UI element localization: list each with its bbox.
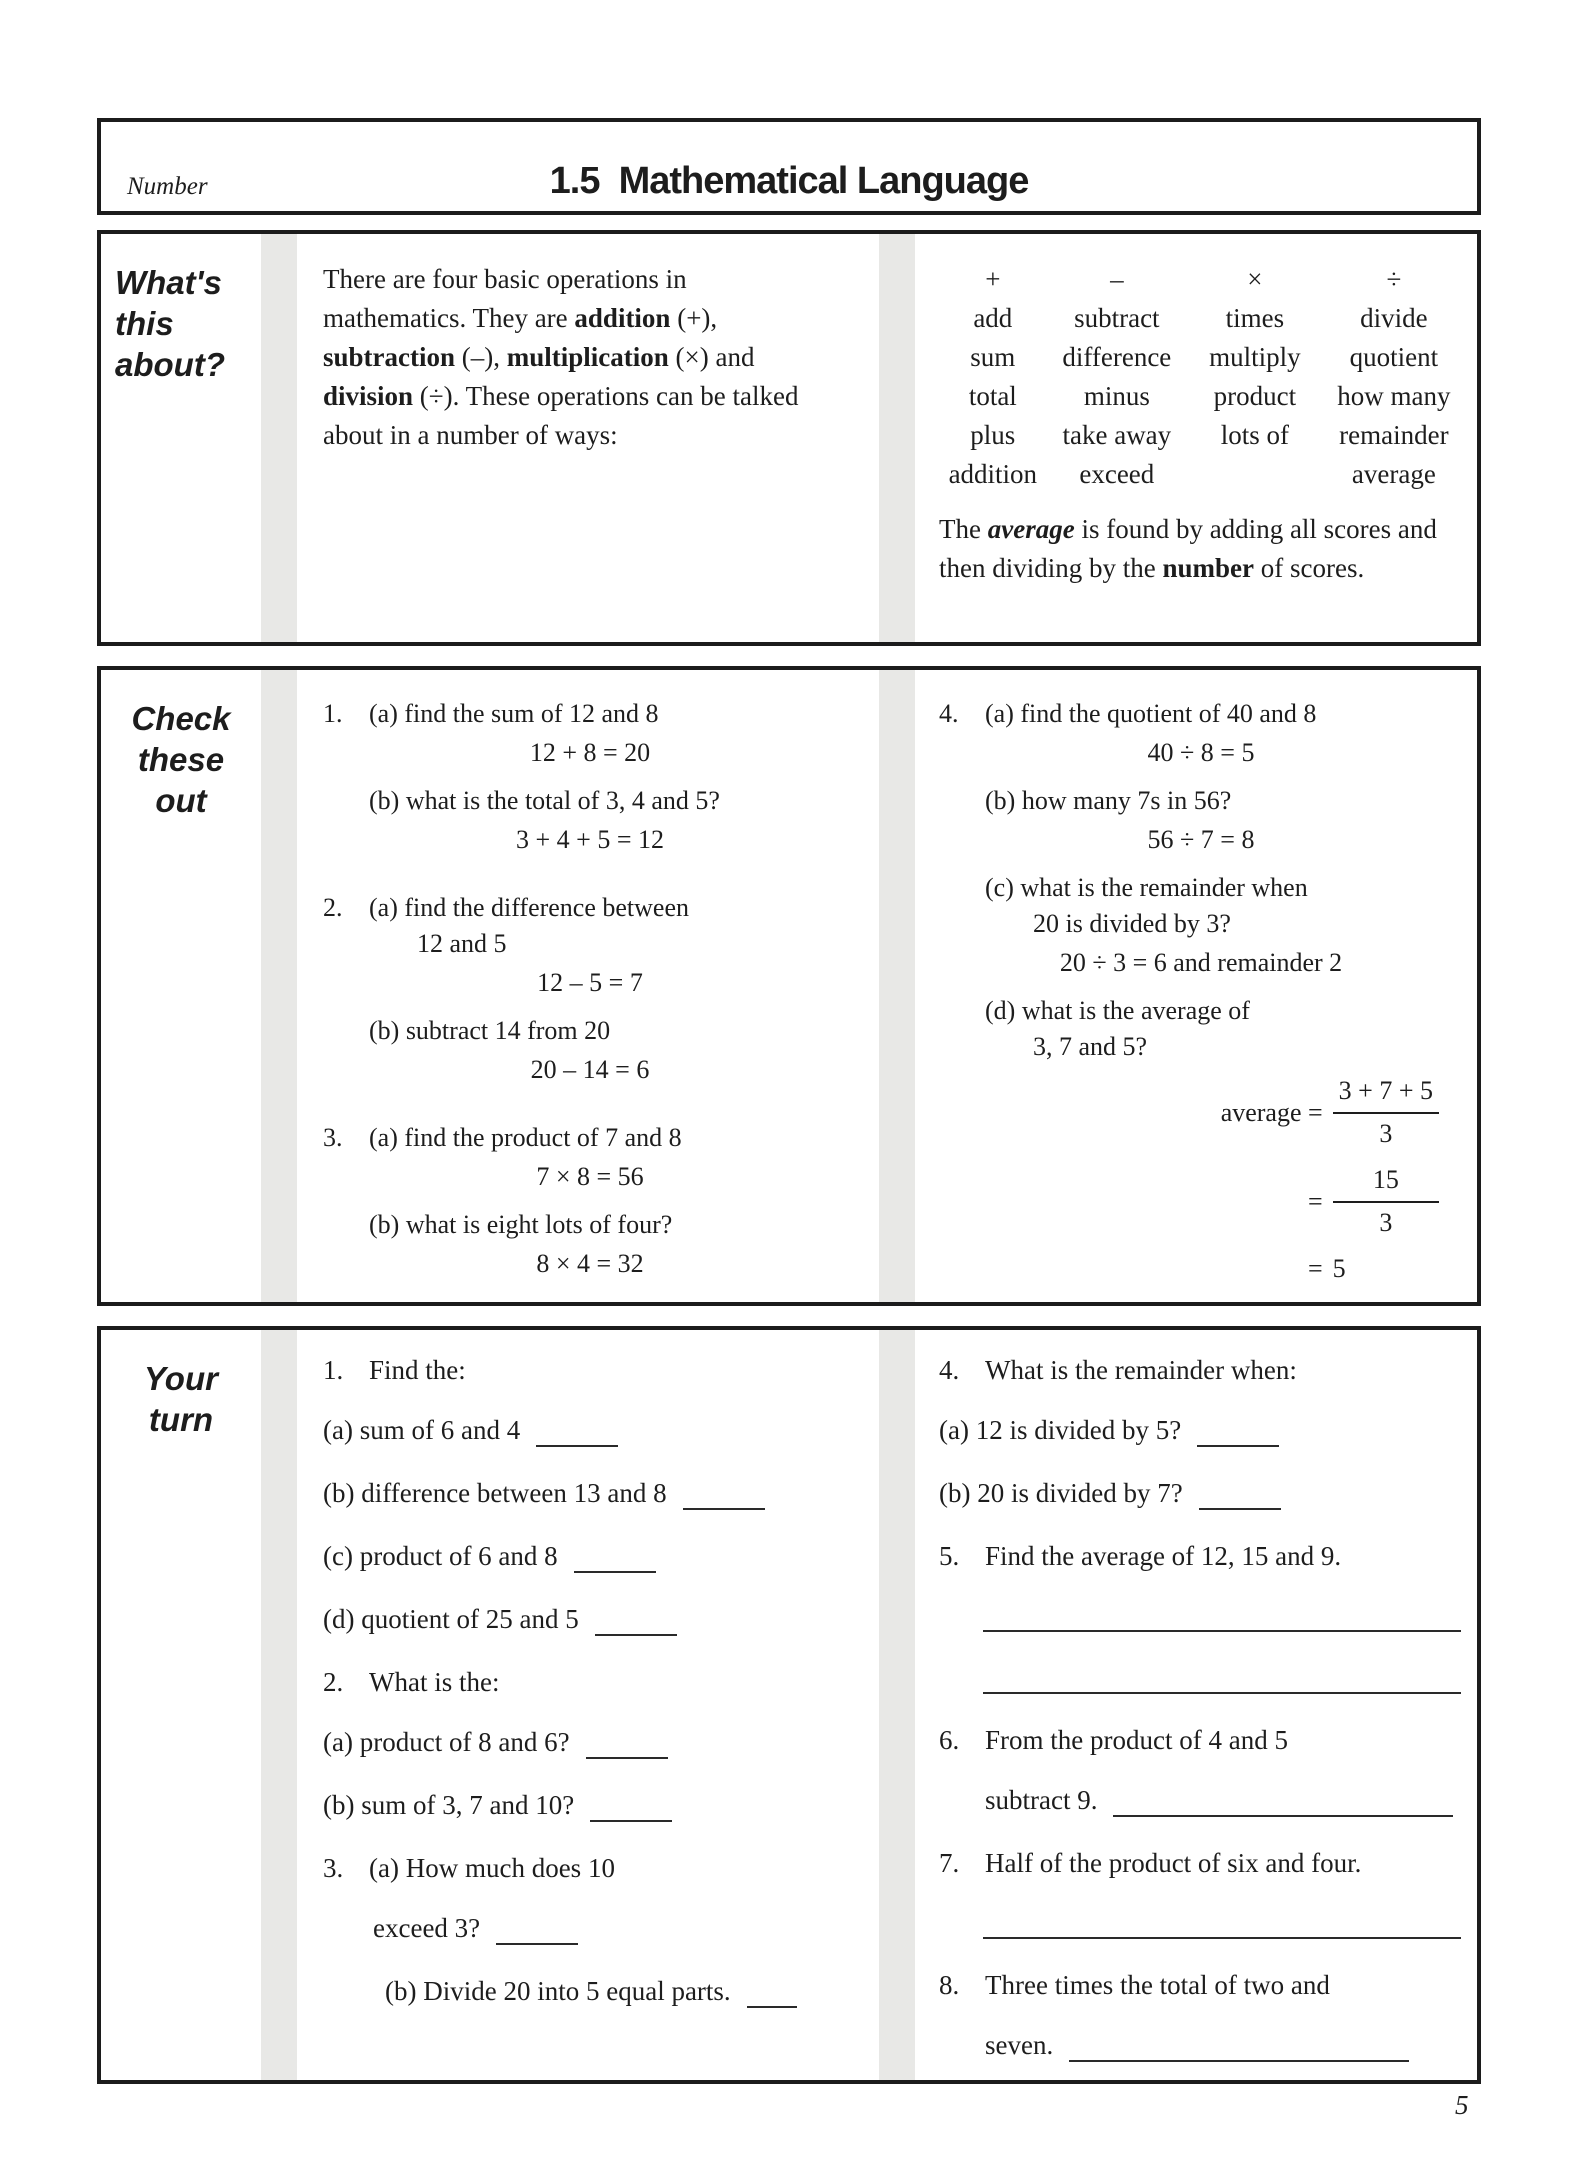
label-line: Your xyxy=(144,1360,218,1397)
exercise-line xyxy=(939,1356,1467,1384)
section-label-your-turn xyxy=(101,1330,261,2080)
divider-strip xyxy=(879,670,915,1302)
section-your-turn xyxy=(97,1326,1481,2084)
answer-blank xyxy=(683,1480,765,1510)
table-cell: divide xyxy=(1360,303,1428,333)
fraction xyxy=(1333,1162,1439,1241)
exercise-text: (a) How much does 10 xyxy=(369,1853,615,1883)
intro-text: (÷). These operations can be talked about in a number of ways: xyxy=(323,381,799,450)
question-line: (a) find the product of 7 and 8 xyxy=(369,1123,682,1152)
item-number: 2. xyxy=(323,893,343,922)
operation-words-table xyxy=(941,260,1467,494)
exercise-line xyxy=(939,1416,1467,1447)
question-line: (b) subtract 14 from 20 xyxy=(369,1016,611,1045)
equation: 12 + 8 = 20 xyxy=(529,738,651,767)
table-cell: subtract xyxy=(1074,303,1160,333)
divider-strip xyxy=(261,670,297,1302)
answer-blank xyxy=(536,1417,618,1447)
exercise-line xyxy=(939,1479,1467,1510)
equation: 20 – 14 = 6 xyxy=(530,1055,650,1084)
answer-blank xyxy=(1069,2032,1409,2062)
question-line: (a) find the quotient of 40 and 8 xyxy=(985,699,1317,728)
question-line-continued: 20 is divided by 3? xyxy=(1033,909,1231,938)
exercise-line xyxy=(323,1854,861,1882)
exercise-text: (a) product of 8 and 6? xyxy=(323,1727,570,1757)
table-cell: times xyxy=(1225,303,1285,333)
page-number: 5 xyxy=(1455,2090,1469,2120)
question-line-continued: 12 and 5 xyxy=(417,929,507,958)
exercise-line xyxy=(323,1416,861,1447)
item-number: 1. xyxy=(323,1355,344,1385)
exercise-text: Find the average of 12, 15 and 9. xyxy=(985,1541,1342,1571)
equation-result: 5 xyxy=(1332,1254,1346,1283)
equation: 40 ÷ 8 = 5 xyxy=(1147,738,1255,767)
label-line: turn xyxy=(148,1401,214,1438)
section-label-whats-this-about xyxy=(101,234,261,642)
answer-blank xyxy=(1113,1787,1453,1817)
equation: 7 × 8 = 56 xyxy=(536,1162,644,1191)
keyword-addition: addition xyxy=(574,303,671,333)
table-cell: difference xyxy=(1062,342,1172,372)
page-title: 1.5 Mathematical Language xyxy=(549,160,1029,202)
about-words-column xyxy=(915,234,1477,642)
times-symbol: × xyxy=(1247,264,1263,294)
table-cell: average xyxy=(1351,459,1436,489)
page-header xyxy=(97,118,1481,215)
intro-text: (+), xyxy=(670,303,718,333)
item-body xyxy=(985,696,1467,1287)
fraction-numerator: 15 xyxy=(1333,1162,1439,1203)
item-body xyxy=(369,890,861,1100)
equation-lhs: = xyxy=(1308,1186,1323,1216)
question-line: (a) find the difference between xyxy=(369,893,690,922)
table-cell: minus xyxy=(1083,381,1150,411)
table-cell: exceed xyxy=(1079,459,1155,489)
question-line-continued: 3, 7 and 5? xyxy=(1033,1032,1148,1061)
table-row xyxy=(941,416,1467,455)
question-line: (d) what is the average of xyxy=(985,996,1250,1025)
exercise-line xyxy=(939,1542,1467,1570)
exercise-line xyxy=(939,1726,1467,1754)
item-number: 8. xyxy=(939,1970,960,2000)
table-cell: add xyxy=(973,303,1013,333)
exercise-text: (a) sum of 6 and 4 xyxy=(323,1415,521,1445)
table-cell: total xyxy=(968,381,1017,411)
worked-example-4 xyxy=(939,696,1467,1287)
exercise-line xyxy=(323,1728,861,1759)
worked-example-1 xyxy=(323,696,861,870)
exercise-text: (a) 12 is divided by 5? xyxy=(939,1415,1182,1445)
item-number: 5. xyxy=(939,1541,960,1571)
your-turn-left-column xyxy=(297,1330,879,2080)
exercise-text: (b) Divide 20 into 5 equal parts. xyxy=(385,1976,731,2006)
table-row xyxy=(941,299,1467,338)
answer-blank xyxy=(747,1978,797,2008)
item-body xyxy=(369,1120,861,1294)
check-right-column xyxy=(915,670,1477,1302)
worked-example-2 xyxy=(323,890,861,1100)
keyword-multiplication: multiplication xyxy=(506,342,669,372)
equation: 56 ÷ 7 = 8 xyxy=(1147,825,1255,854)
divider-strip xyxy=(879,1330,915,2080)
table-cell: lots of xyxy=(1220,420,1290,450)
item-number: 7. xyxy=(939,1848,960,1878)
average-equation xyxy=(985,1073,1439,1287)
category-label: Number xyxy=(127,173,208,200)
equation: 3 + 4 + 5 = 12 xyxy=(516,825,664,854)
item-number: 3. xyxy=(323,1123,343,1152)
equation-lhs: average = xyxy=(1220,1097,1323,1127)
equation: 12 – 5 = 7 xyxy=(537,968,643,997)
answer-blank xyxy=(595,1606,677,1636)
section-whats-this-about xyxy=(97,230,1481,646)
equation: 20 ÷ 3 = 6 and remainder 2 xyxy=(1059,948,1343,977)
question-line: (b) what is eight lots of four? xyxy=(369,1210,673,1239)
fraction xyxy=(1333,1073,1439,1152)
answer-blank xyxy=(590,1792,672,1822)
answer-line xyxy=(983,1909,1461,1939)
exercise-text: (d) quotient of 25 and 5 xyxy=(323,1604,579,1634)
label-line: about? xyxy=(115,346,225,383)
exercise-text: What is the remainder when: xyxy=(985,1355,1297,1385)
table-cell: multiply xyxy=(1209,342,1301,372)
answer-blank xyxy=(496,1915,578,1945)
question-line: (c) what is the remainder when xyxy=(985,873,1308,902)
exercise-line xyxy=(323,1479,861,1510)
question-line: (b) how many 7s in 56? xyxy=(985,786,1232,815)
exercise-line xyxy=(323,1356,861,1384)
label-line: What's xyxy=(115,264,222,301)
answer-blank xyxy=(1197,1417,1279,1447)
divider-strip xyxy=(261,1330,297,2080)
check-left-column xyxy=(297,670,879,1302)
divide-symbol: ÷ xyxy=(1386,264,1402,294)
exercise-text: exceed 3? xyxy=(373,1913,481,1943)
intro-text: There are four basic operations in mathematics. They are xyxy=(323,264,687,333)
keyword-number: number xyxy=(1162,553,1254,583)
item-number: 3. xyxy=(323,1853,344,1883)
average-note xyxy=(939,510,1439,588)
exercise-text: What is the: xyxy=(369,1667,500,1697)
answer-line xyxy=(983,1602,1461,1632)
table-cell xyxy=(1189,455,1321,494)
table-cell: take away xyxy=(1062,420,1172,450)
table-row xyxy=(941,377,1467,416)
equation-lhs: = xyxy=(1308,1254,1323,1283)
label-line: Check xyxy=(131,700,231,737)
exercise-text: From the product of 4 and 5 xyxy=(985,1725,1288,1755)
table-cell: remainder xyxy=(1339,420,1449,450)
table-cell: sum xyxy=(970,342,1016,372)
intro-paragraph xyxy=(323,260,815,455)
exercise-text: (b) sum of 3, 7 and 10? xyxy=(323,1790,575,1820)
answer-line xyxy=(983,1664,1461,1694)
exercise-line xyxy=(323,1914,861,1945)
exercise-line xyxy=(939,1849,1467,1877)
exercise-line xyxy=(323,1542,861,1573)
table-cell: product xyxy=(1213,381,1297,411)
question-line: (b) what is the total of 3, 4 and 5? xyxy=(369,786,720,815)
item-number: 2. xyxy=(323,1667,344,1697)
note-text: of scores. xyxy=(1254,553,1365,583)
exercise-text: Find the: xyxy=(369,1355,466,1385)
exercise-text: (c) product of 6 and 8 xyxy=(323,1541,558,1571)
your-turn-right-column xyxy=(915,1330,1477,2080)
table-cell: quotient xyxy=(1349,342,1439,372)
question-line: (a) find the sum of 12 and 8 xyxy=(369,699,659,728)
divider-strip xyxy=(261,234,297,642)
exercise-line xyxy=(323,1668,861,1696)
exercise-text: Half of the product of six and four. xyxy=(985,1848,1362,1878)
answer-blank xyxy=(586,1729,668,1759)
intro-text: (×) and xyxy=(668,342,755,372)
table-cell: addition xyxy=(948,459,1038,489)
item-number: 4. xyxy=(939,699,959,728)
equation: 8 × 4 = 32 xyxy=(536,1249,644,1278)
section-label-check-these-out xyxy=(101,670,261,1302)
table-row xyxy=(941,338,1467,377)
exercise-text: subtract 9. xyxy=(985,1785,1098,1815)
fraction-denominator: 3 xyxy=(1379,1119,1393,1148)
keyword-division: division xyxy=(323,381,414,411)
exercise-line xyxy=(323,1977,861,2008)
intro-text: (–), xyxy=(455,342,507,372)
answer-blank xyxy=(574,1543,656,1573)
table-cell: how many xyxy=(1337,381,1451,411)
label-line: this xyxy=(115,305,174,342)
table-cell: plus xyxy=(970,420,1016,450)
label-line: out xyxy=(155,782,207,819)
exercise-text: (b) 20 is divided by 7? xyxy=(939,1478,1183,1508)
answer-blank xyxy=(1199,1480,1281,1510)
exercise-line xyxy=(323,1791,861,1822)
worksheet-sheet xyxy=(97,118,1481,2104)
keyword-average: average xyxy=(987,514,1075,544)
exercise-text: (b) difference between 13 and 8 xyxy=(323,1478,667,1508)
fraction-denominator: 3 xyxy=(1379,1208,1393,1237)
table-row-symbols xyxy=(941,260,1467,299)
exercise-line xyxy=(939,1971,1467,1999)
divider-strip xyxy=(879,234,915,642)
item-number: 1. xyxy=(323,699,343,728)
keyword-subtraction: subtraction xyxy=(323,342,456,372)
item-number: 4. xyxy=(939,1355,960,1385)
exercise-text: Three times the total of two and xyxy=(985,1970,1330,2000)
exercise-line xyxy=(939,1786,1467,1817)
table-row xyxy=(941,455,1467,494)
minus-symbol: – xyxy=(1110,264,1124,294)
item-body xyxy=(369,696,861,870)
worked-example-3 xyxy=(323,1120,861,1294)
note-text: The xyxy=(939,514,988,544)
fraction-numerator: 3 + 7 + 5 xyxy=(1333,1073,1439,1114)
plus-symbol: + xyxy=(985,264,1001,294)
label-line: these xyxy=(137,741,225,778)
exercise-text: seven. xyxy=(985,2030,1054,2060)
note-text: is found by adding all scores and then dividing by the xyxy=(939,514,1437,583)
exercise-line xyxy=(323,1605,861,1636)
item-number: 6. xyxy=(939,1725,960,1755)
section-check-these-out xyxy=(97,666,1481,1306)
about-intro-column xyxy=(297,234,879,642)
exercise-line xyxy=(939,2031,1467,2062)
